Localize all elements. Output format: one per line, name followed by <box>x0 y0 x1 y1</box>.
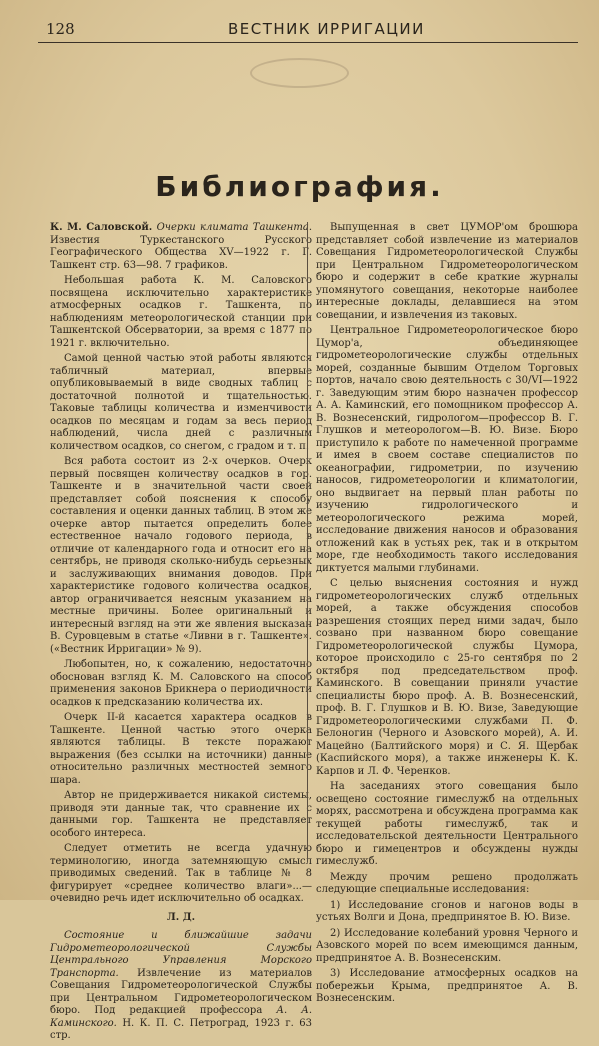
review-2-publisher: Н. К. П. С. Петроград, 1923 г. 63 стр. <box>50 1017 312 1041</box>
research-item: 2) Исследование колебаний уровня Черного и Азовского морей по всем имеющимся данным, предпринятое А. В. Вознесенским. <box>316 927 578 964</box>
review-1-paragraph: Самой ценной частью этой работы являются табличный материал, впервые опубликовываемый в виде сводных таблиц с достаточной полнотой и тщательностью. Таковые таблицы количества и изменчивости осадков по месяцам и годам за весь период наблюдений, числа дней с различным количеством осадков, со снегом, с градом и т. п. <box>50 353 312 452</box>
review-2-paragraph: С целью выяснения состояния и нужд гидрометеорологических служб отдельных морей, а также обсуждения способов разрешения стоящих перед ними задач, было созвано при названном бюро совещание Гидрометеорологической службы Цумора, которое происходило с 25-го сентября по 2 октября под председательством проф. Каминского. В совещании приняли участие специалисты бюро проф. А. В. Вознесенский, проф. В. Г. Глушков и В. Ю. Визе, Заведующие Гидрометеорологическими службами П. Ф. Белоногин (Черного и Азовского морей), А. И. Мацейно (Балтийского моря) и С. Я. Щербак (Каспийского моря), а также инженеры К. К. Карпов и Л. Ф. Черенков. <box>316 578 578 777</box>
right-column <box>316 222 578 1009</box>
research-item: 1) Исследование сгонов и нагонов воды в устьях Волги и Дона, предпринятое В. Ю. Визе. <box>316 899 578 923</box>
faded-stamp <box>250 58 349 88</box>
review-2-paragraph: Центральное Гидрометеорологическое бюро Цумор'а, объединяющее гидрометеорологические службы отдельных морей, созданные бывшим Отделом Торговых портов, начало свою деятельность с 30/VI—1922 г. Заведующим этим бюро назначен профессор А. А. Каминский, его помощником профессор А. В. Вознесенский, гидрологом—профессор В. Г. Глушков и метеорологом—В. Ю. Визе. Бюро приступило к работе по намеченной программе и имея в своем составе специалистов по океанографии, гидрометрии, по изучению наносов, гидрометеорологии и климатологии, оно выдвигает на первый план работы по изучению гидрологического и метеорологического режима морей, исследование движения наносов и образования отложений как в устьях рек, так и в открытом море, где необходимость такого исследования диктуется малыми глубинами. <box>316 325 578 574</box>
section-title: Библиография. <box>155 170 444 203</box>
page-number: 128 <box>46 20 75 38</box>
review-1-paragraph: Очерк II-й касается характера осадков в Ташкенте. Ценной частью этого очерка являются таблицы. В тексте поражают выражения (без ссылки на источники) данные относительно различных местностей земного шара. <box>50 712 312 786</box>
page-header <box>38 18 578 43</box>
review-2-paragraph: На заседаниях этого совещания было освещено состояние гимеслужб на отдельных морях, рассмотрена и обсуждена программа как текущей работы гимеслужб, так и исследовательской деятельности Центрального бюро и гимецентров и обсуждены нужды гимеслужб. <box>316 781 578 867</box>
review-2-heading <box>50 930 312 1043</box>
review-2-citation: Извлечение из материалов Совещания Гидрометеорологической Службы при Центральном Гидрометеорологическом бюро. Под редакцией профессора <box>50 967 312 1016</box>
review-2-paragraph: Между прочим решено продолжать следующие специальные исследования: <box>316 871 578 895</box>
review-1-citation: Известия Туркестанского Русского Географического Общества XV—1922 г. Г. Ташкент стр. 63—98. 7 графиков. <box>50 234 312 271</box>
review-1-author: К. М. Саловской. <box>50 222 153 233</box>
review-2-editor: А. А. Каминского. <box>50 1005 313 1029</box>
review-2-title: Состояние и ближайшие задачи Гидрометеорологической Службы Центрального Управления Морского Транспорта. <box>50 930 312 979</box>
review-1-heading <box>50 222 312 272</box>
review-1-paragraph: Небольшая работа К. М. Саловского посвящена исключительно характеристике атмосферных осадков г. Ташкента, по наблюдениям метеорологической станции при Ташкентской Обсерватории, за время с 1877 по 1921 г. включительно. <box>50 275 312 349</box>
left-column <box>50 222 312 1046</box>
review-1-paragraph: Автор не придерживается никакой системы, приводя эти данные так, что сравнение их с данными гор. Ташкента не представляет особого интереса. <box>50 790 312 839</box>
review-2-paragraph: Выпущенная в свет ЦУМОР'ом брошюра представляет собой извлечение из материалов Совещания Гидрометеорологической Службы при Центральном Гидрометеорологическом бюро и содержит в себе краткие журналы упомянутого совещания, некоторые наиболее интересные доклады, делавшиеся на этом совещании, и извлечения из таковых. <box>316 222 578 321</box>
review-1-title: Очерки климата Ташкента. <box>156 222 312 233</box>
review-1-signature: Л. Д. <box>166 911 196 923</box>
review-1-paragraph: Любопытен, но, к сожалению, недостаточно обоснован взгляд К. М. Саловского на способ применения законов Брикнера о периодичности осадков к предсказанию количества их. <box>50 659 312 708</box>
research-item: 3) Исследование атмосферных осадков на побережьи Крыма, предпринятое А. В. Вознесенским. <box>316 968 578 1004</box>
review-1-paragraph: Следует отметить не всегда удачную терминологию, иногда затемняющую смысл приводимых сведений. Так в таблице № 8 фигурирует «среднее количество влаги»...—очевидно речь идет исключительно об осадках. <box>50 843 312 904</box>
column-divider <box>307 222 308 862</box>
review-1-paragraph: Вся работа состоит из 2-х очерков. Очерк первый посвящен количеству осадков в гор. Ташкенте и в значительной части своей представляет собой пояснения к способу составления и оценки данных таблиц. В этом же очерке автор пытается определить более естественное начало годового периода, в отличие от календарного года и относит его на сентябрь, не приводя сколько-нибудь серьезных и заслуживающих внимания доводов. При характеристике годового количества осадков, автор ограничивается неясным указанием на местные причины. Более оригинальный и интересный взгляд на эти же явления высказан В. Суровцевым в статье «Ливни в г. Ташкенте». («Вестник Ирригации» № 9). <box>50 456 312 655</box>
journal-title: ВЕСТНИК ИРРИГАЦИИ <box>228 20 425 38</box>
